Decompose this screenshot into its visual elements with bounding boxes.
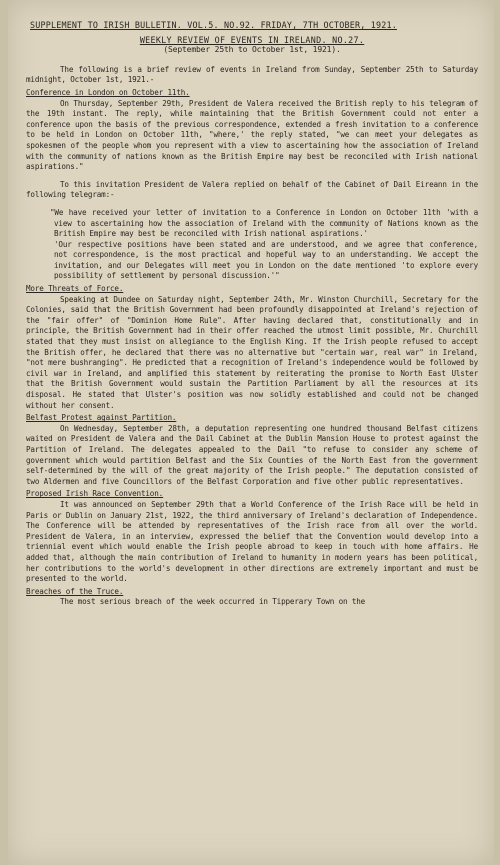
- paragraph: It was announced on September 29th that a World Conference of the Irish Race will be held in Paris or Dublin on January 21st, 1922, the third anniversary of Ireland's declaration of Independence. The Conference will be attended by representatives of the Irish race from all over the world. President de Valera, in an interview, expressed the belief that the Convention would develop into a triennial event which would enable the Irish people abroad to keep in touch with home affairs. He added that, although the main contribution of Ireland to humanity in modern years has been political, her contributions to the world's development in other directions are extremely important and must be presented to the world.: [26, 499, 478, 584]
- section-heading: More Threats of Force.: [26, 284, 124, 294]
- section-heading: Breaches of the Truce.: [26, 586, 124, 596]
- paragraph: The most serious breach of the week occurred in Tipperary Town on the: [60, 597, 366, 607]
- paragraph: Speaking at Dundee on Saturday night, September 24th, Mr. Winston Churchill, Secretary for the Colonies, said that the British Government had been profoundly disappointed at Ireland's rejection of the "fair offer" of "Dominion Home Rule". After having declared that, constitutionally and in principle, the British Government had in their offer reached the utmost limit possible, Mr. Churchill stated that they must insist on allegiance to the English King. If the Irish people refused to accept the British offer, he declared that there was no alternative but "certain war, real war" in Ireland, "not mere bushranging". He predicted that a recognition of Ireland's independence would be followed by civil war in Ireland, and amplified this statement by reiterating the promise to North East Ulster that the British Government would sustain the Partition Parliament by all the resources at its disposal. He stated that Ulster's position was now solidly established and could not be changed without her consent.: [26, 294, 478, 410]
- document-page: [8, 0, 494, 865]
- paragraph: To this invitation President de Valera replied on behalf of the Cabinet of Dail Eireann in the following telegram:-: [26, 179, 478, 200]
- paragraph: On Wednesday, September 28th, a deputation representing one hundred thousand Belfast citizens waited on President de Valera and the Dail Cabinet at the Dublin Mansion House to protest against the Partition of Ireland. The delegates appealed to the Dail "to refuse to consider any scheme of government which would partition Belfast and the Six Counties of the North East from the government self-determined by the will of the great majority of the Irish people." The deputation consisted of two Aldermen and five Councillors of the Belfast Corporation and five other public representatives.: [26, 423, 478, 486]
- section-heading: Proposed Irish Race Convention.: [26, 489, 164, 499]
- bulletin-header: SUPPLEMENT TO IRISH BULLETIN. VOL.5. NO.92. FRIDAY, 7TH OCTOBER, 1921.: [30, 20, 397, 30]
- section-heading: Belfast Protest against Partition.: [26, 413, 177, 423]
- quoted-telegram: "We have received your letter of invitation to a Conference in London on October 11th 'with a view to ascertaining how the association of Ireland with the community of Nations known as the British Empire may best be reconciled with Irish national aspirations.': [50, 207, 478, 239]
- bulletin-text: [26, 20, 478, 608]
- intro-paragraph: The following is a brief review of events in Ireland from Sunday, September 25th to Saturday midnight, October 1st, 1921.-: [26, 64, 478, 85]
- review-title: WEEKLY REVIEW OF EVENTS IN IRELAND. NO.27.: [139, 34, 365, 45]
- section-heading: Conference in London on October 11th.: [26, 87, 190, 97]
- paragraph: On Thursday, September 29th, President de Valera received the British reply to his telegram of the 19th instant. The reply, while maintaining that the British Government could not enter a conference upon the basis of the previous correspondence, extended a fresh invitation to a conference to be held in London on October 11th, "where,' the reply stated, "we can meet your delegates as spokesmen of the people whom you represent with a view to ascertaining how the association of Ireland with the community of nations known as the British Empire may best be reconciled with Irish national aspirations.": [26, 98, 478, 172]
- review-date-range: (September 25th to October 1st, 1921).: [163, 45, 341, 55]
- quoted-telegram: 'Our respective positions have been stated and are understood, and we agree that conference, not correspondence, is the most practical and hopeful way to an understanding. We accept the invitation, and our Delegates will meet you in London on the date mentioned 'to explore every possibility of settlement by personal discussion.'": [54, 239, 478, 281]
